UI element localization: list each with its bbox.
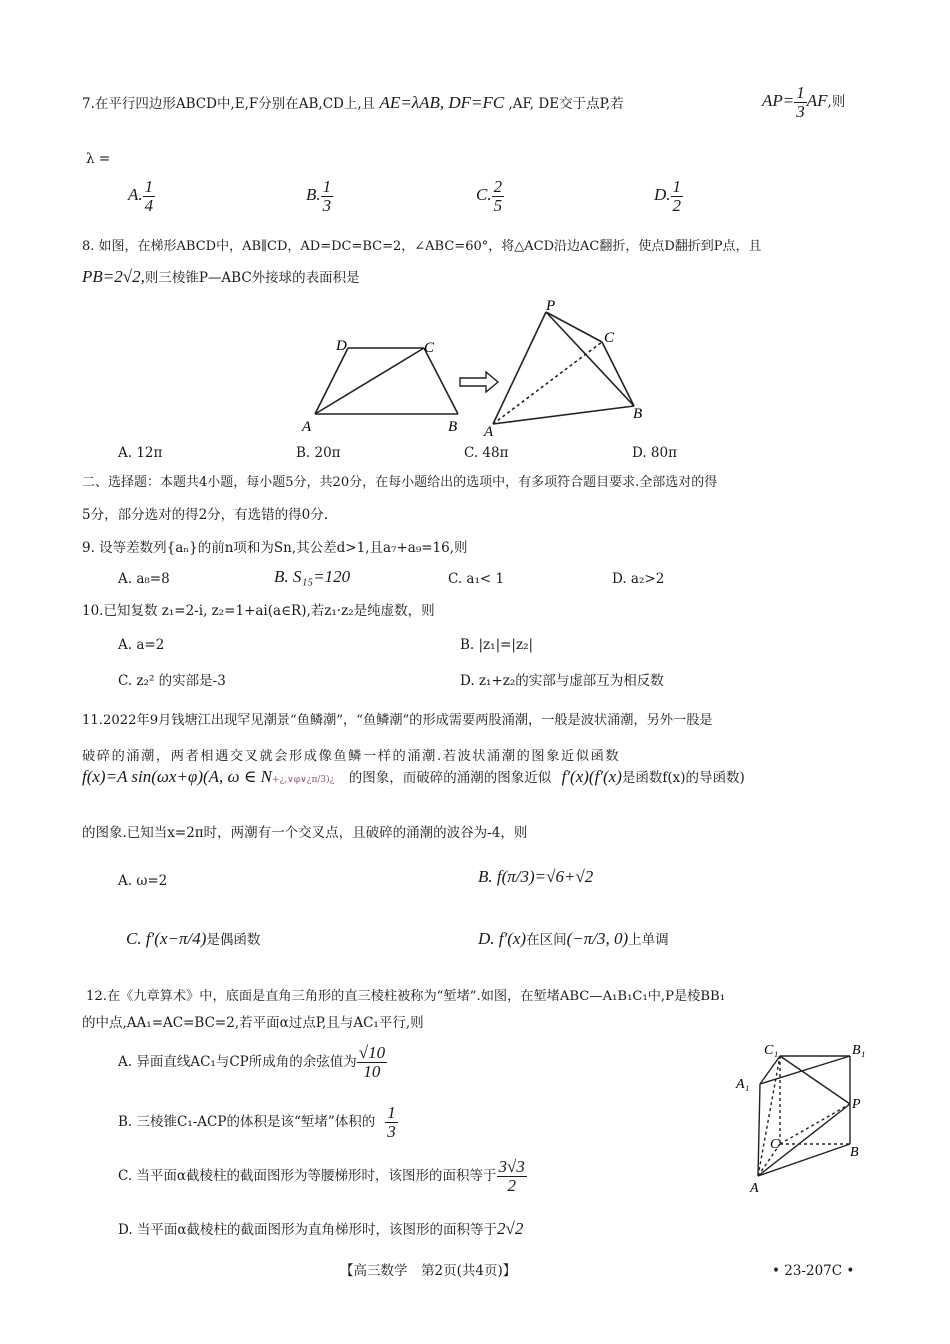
- q12-option-d: D. 当平面α截棱柱的截面图形为直角梯形时，该图形的面积等于2√2: [118, 1219, 524, 1238]
- q11-stem-line4: 的图象.已知当x=2π时，两潮有一个交叉点，且破碎的涌潮的波谷为-4，则: [82, 825, 528, 841]
- q7-option-d: D. $\frac{1}{2}$: [654, 177, 682, 215]
- fig12-label-b1: B₁: [852, 1043, 866, 1058]
- q9-option-d: D. a₂>2: [612, 571, 665, 587]
- fig12-label-c1: C₁: [764, 1043, 779, 1058]
- q8-stem-line1: 8. 如图，在梯形ABCD中，AB∥CD，AD=DC=BC=2，∠ABC=60°，将△ACD沿边AC翻折，使点D翻折到P点，且: [82, 239, 762, 254]
- q11-function: f(x)=A sin(ωx+φ)(A, ω ∈ N: [82, 767, 272, 786]
- fig8-label-c: C: [424, 340, 435, 356]
- fig12-label-p: P: [852, 1097, 861, 1112]
- fig8-label-a: A: [302, 419, 312, 435]
- q10-option-d: D. z₁+z₂的实部与虚部互为相反数: [460, 673, 664, 689]
- q12-option-b: B. 三棱锥C₁-ACP的体积是该“堑堵”体积的 $\frac{1}{3}$: [118, 1103, 396, 1141]
- q8-option-c: C. 48π: [464, 445, 509, 461]
- fig8-label-d: D: [336, 338, 347, 354]
- fig8-label-p: P: [546, 298, 556, 314]
- fig12-label-b: B: [850, 1145, 859, 1160]
- q10-stem: 10.已知复数 z₁=2-i, z₂=1+ai(a∈R),若z₁·z₂是纯虚数，则: [82, 603, 435, 619]
- q12-prism-figure: [730, 1036, 880, 1196]
- q12-option-a: A. 异面直线AC₁与CP所成角的余弦值为 $\frac{√10}{10}$: [118, 1043, 386, 1081]
- q10-option-b: B. |z₁|=|z₂|: [460, 637, 534, 653]
- q12-stem-line2: 的中点,AA₁=AC=BC=2,若平面α过点P,且与AC₁平行,则: [82, 1015, 424, 1031]
- fig8-label-c2: C: [604, 330, 615, 346]
- footer-page-info: 【高三数学 第2页(共4页)】: [340, 1263, 517, 1279]
- q10-option-a: A. a=2: [118, 637, 165, 653]
- footer-code: • 23-207C •: [772, 1263, 855, 1279]
- q8-stem-line2: PB=2√2,则三棱锥P—ABC外接球的表面积是: [82, 267, 360, 286]
- q12-option-c: C. 当平面α截棱柱的截面图形为等腰梯形时，该图形的面积等于 $\frac{3√3}{2}$: [118, 1157, 525, 1195]
- q11-option-a: A. ω=2: [118, 873, 168, 889]
- q8-option-d: D. 80π: [632, 445, 677, 461]
- q11-option-b: B. f(π/3)=√6+√2: [478, 867, 594, 886]
- q10-option-c: C. z₂² 的实部是-3: [118, 673, 226, 689]
- q8-option-b: B. 20π: [296, 445, 341, 461]
- q8-figure: [300, 290, 660, 440]
- q7-lambda: λ =: [86, 151, 111, 167]
- fig12-label-a1: A₁: [736, 1077, 750, 1092]
- q11-option-c: C. f′(x−π/4)是偶函数: [126, 929, 261, 948]
- q7-option-c: C. $\frac{2}{5}$: [476, 177, 503, 215]
- fig12-label-c: C: [770, 1137, 780, 1152]
- fig8-label-a2: A: [484, 424, 494, 440]
- q12-stem-line1: 12.在《九章算术》中，底面是直角三角形的直三棱柱被称为“堑堵”.如图，在堑堵ABC—A₁B₁C₁中,P是棱BB₁: [86, 989, 726, 1004]
- q7-option-a: A. $\frac{1}{4}$: [128, 177, 154, 215]
- q7-option-b: B. $\frac{1}{3}$: [306, 177, 332, 215]
- fig8-label-b2: B: [633, 406, 643, 422]
- q11-function-line: f(x)=A sin(ωx+φ)(A, ω ∈ N+¿,∨φ∨¿π/3)¿ 的图象，而破碎的涌潮的图象近似 f′(x)(f′(x)是函数f(x)的导函数): [82, 767, 745, 786]
- q7-vector-equation: AE=λAB, DF=FC: [379, 93, 505, 112]
- q7-ap-fraction: $\frac{1}{3}$: [796, 83, 805, 121]
- q9-option-a: A. a₈=8: [118, 571, 170, 587]
- q7-ap-expression: AP= $\frac{1}{3}$ AF,则: [762, 83, 846, 121]
- q9-stem: 9. 设等差数列{aₙ}的前n项和为Sn,其公差d>1,且a₇+a₉=16,则: [82, 540, 468, 556]
- q9-option-b: B. S₁₅=120: [274, 567, 351, 586]
- q11-stem-line1: 11.2022年9月钱塘江出现罕见潮景“鱼鳞潮”，“鱼鳞潮”的形成需要两股涌潮，一般是波状涌潮，另外一股是: [82, 713, 713, 728]
- q11-option-d: D. f′(x)在区间(−π/3, 0)上单调: [478, 929, 669, 948]
- fig12-label-a: A: [750, 1181, 759, 1196]
- fig8-label-b: B: [448, 419, 458, 435]
- q7-stem: 7.在平行四边形ABCD中,E,F分别在AB,CD上,且 AE=λAB, DF=FC ,AF, DE交于点P,若: [82, 93, 624, 112]
- section2-heading-line2: 5分，部分选对的得2分，有选错的得0分.: [82, 507, 329, 523]
- q9-option-c: C. a₁< 1: [448, 571, 505, 587]
- q8-option-a: A. 12π: [118, 445, 163, 461]
- section2-heading-line1: 二、选择题：本题共4小题，每小题5分，共20分，在每小题给出的选项中，有多项符合题目要求.全部选对的得: [82, 475, 718, 490]
- q11-stem-line2: 破碎的涌潮，两者相遇交叉就会形成像鱼鳞一样的涌潮.若波状涌潮的图象近似函数: [82, 749, 621, 764]
